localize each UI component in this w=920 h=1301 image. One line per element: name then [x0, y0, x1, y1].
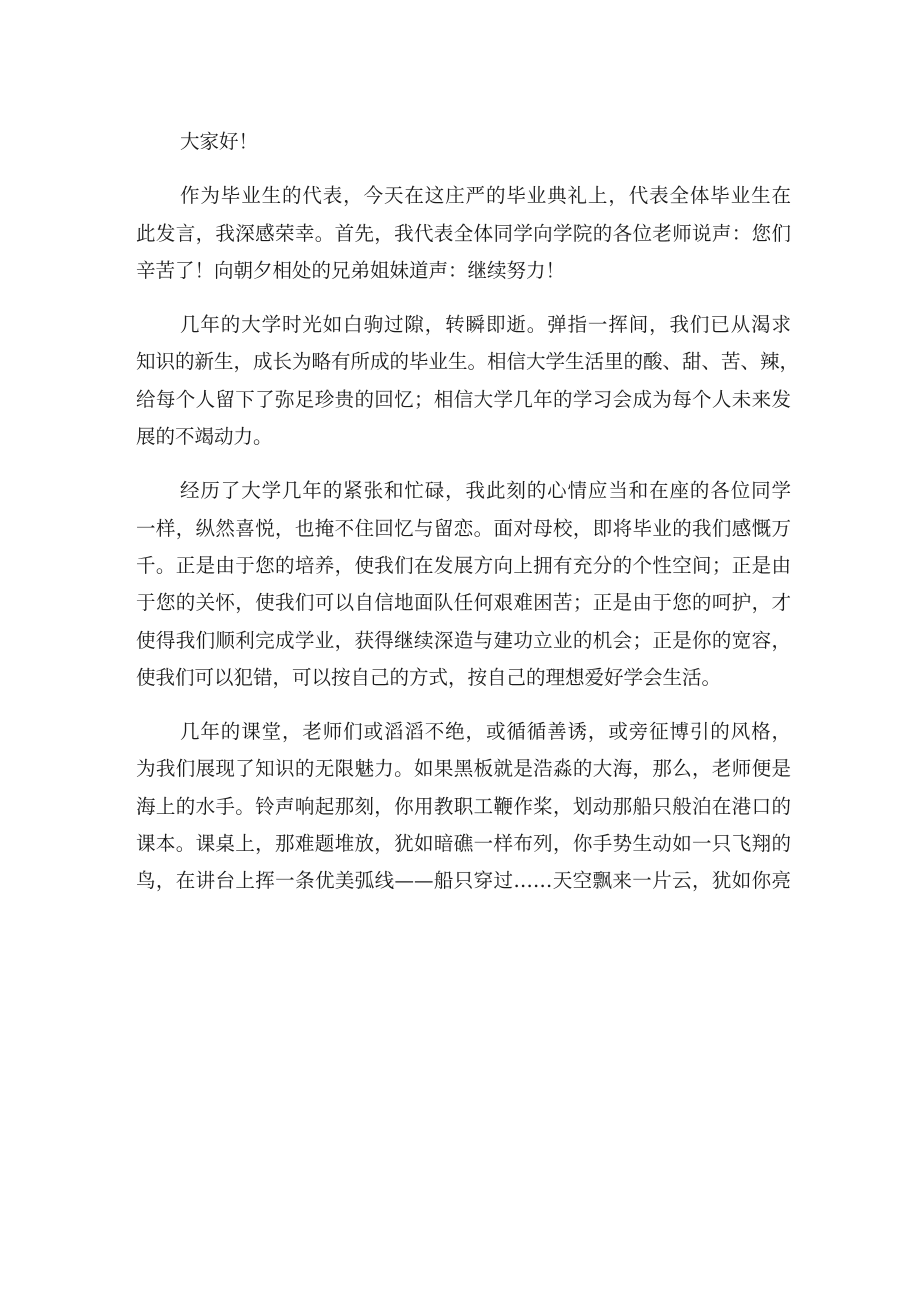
- paragraph-1: [136, 177, 791, 289]
- paragraph-gap: [136, 160, 791, 177]
- paragraph-line: 鸟，在讲台上挥一条优美弧线——船只穿过……天空飘来一片云，犹如你亮: [136, 869, 791, 893]
- paragraph-line: 海上的水手。铃声响起那刻，你用教职工鞭作桨，划动那船只般泊在港口的: [136, 794, 791, 818]
- paragraph-line: 使我们可以犯错，可以按自己的方式，按自己的理想爱好学会生活。: [136, 665, 722, 689]
- paragraph-line: 几年的课堂，老师们或滔滔不绝，或循循善诱，或旁征博引的风格，: [180, 720, 791, 744]
- paragraph-line: 知识的新生，成长为略有所成的毕业生。相信大学生活里的酸、甜、苦、辣，: [136, 350, 800, 374]
- paragraph-line: 使得我们顺利完成学业，获得继续深造与建功立业的机会；正是你的宽容，: [136, 628, 791, 652]
- paragraph-line: 千。正是由于您的培养，使我们在发展方向上拥有充分的个性空间；正是由: [136, 553, 791, 577]
- paragraph-line: 辛苦了！向朝夕相处的兄弟姐妹道声：继续努力！: [136, 258, 566, 282]
- paragraph-line: 课本。课桌上，那难题堆放，犹如暗礁一样布列，你手势生动如一只飞翔的: [136, 832, 791, 856]
- paragraph-line: 给每个人留下了弥足珍贵的回忆；相信大学几年的学习会成为每个人未来发: [136, 387, 791, 411]
- paragraph-line: 作为毕业生的代表，今天在这庄严的毕业典礼上，代表全体毕业生在: [180, 184, 791, 208]
- paragraph-line: 此发言，我深感荣幸。首先，我代表全体同学向学院的各位老师说声：您们: [136, 221, 791, 245]
- paragraph-gap: [136, 455, 791, 472]
- paragraph-gap: [136, 289, 791, 306]
- paragraph-2: [136, 306, 800, 455]
- speech-body: [136, 123, 800, 900]
- paragraph-line: 经历了大学几年的紧张和忙碌，我此刻的心情应当和在座的各位同学: [180, 479, 791, 503]
- paragraph-line: 几年的大学时光如白驹过隙，转瞬即逝。弹指一挥间，我们已从渴求: [180, 313, 791, 337]
- greeting-paragraph: [136, 123, 791, 160]
- paragraph-line: 一样，纵然喜悦，也掩不住回忆与留恋。面对母校，即将毕业的我们感慨万: [136, 516, 791, 540]
- greeting-line: 大家好！: [180, 130, 259, 153]
- paragraph-gap: [136, 696, 791, 713]
- paragraph-line: 为我们展现了知识的无限魅力。如果黑板就是浩淼的大海，那么，老师便是: [136, 757, 791, 781]
- paragraph-3: [136, 472, 791, 696]
- paragraph-line: 展的不竭动力。: [136, 425, 273, 449]
- paragraph-4: [136, 713, 791, 899]
- paragraph-line: 于您的关怀，使我们可以自信地面队任何艰难困苦；正是由于您的呵护，才: [136, 591, 791, 615]
